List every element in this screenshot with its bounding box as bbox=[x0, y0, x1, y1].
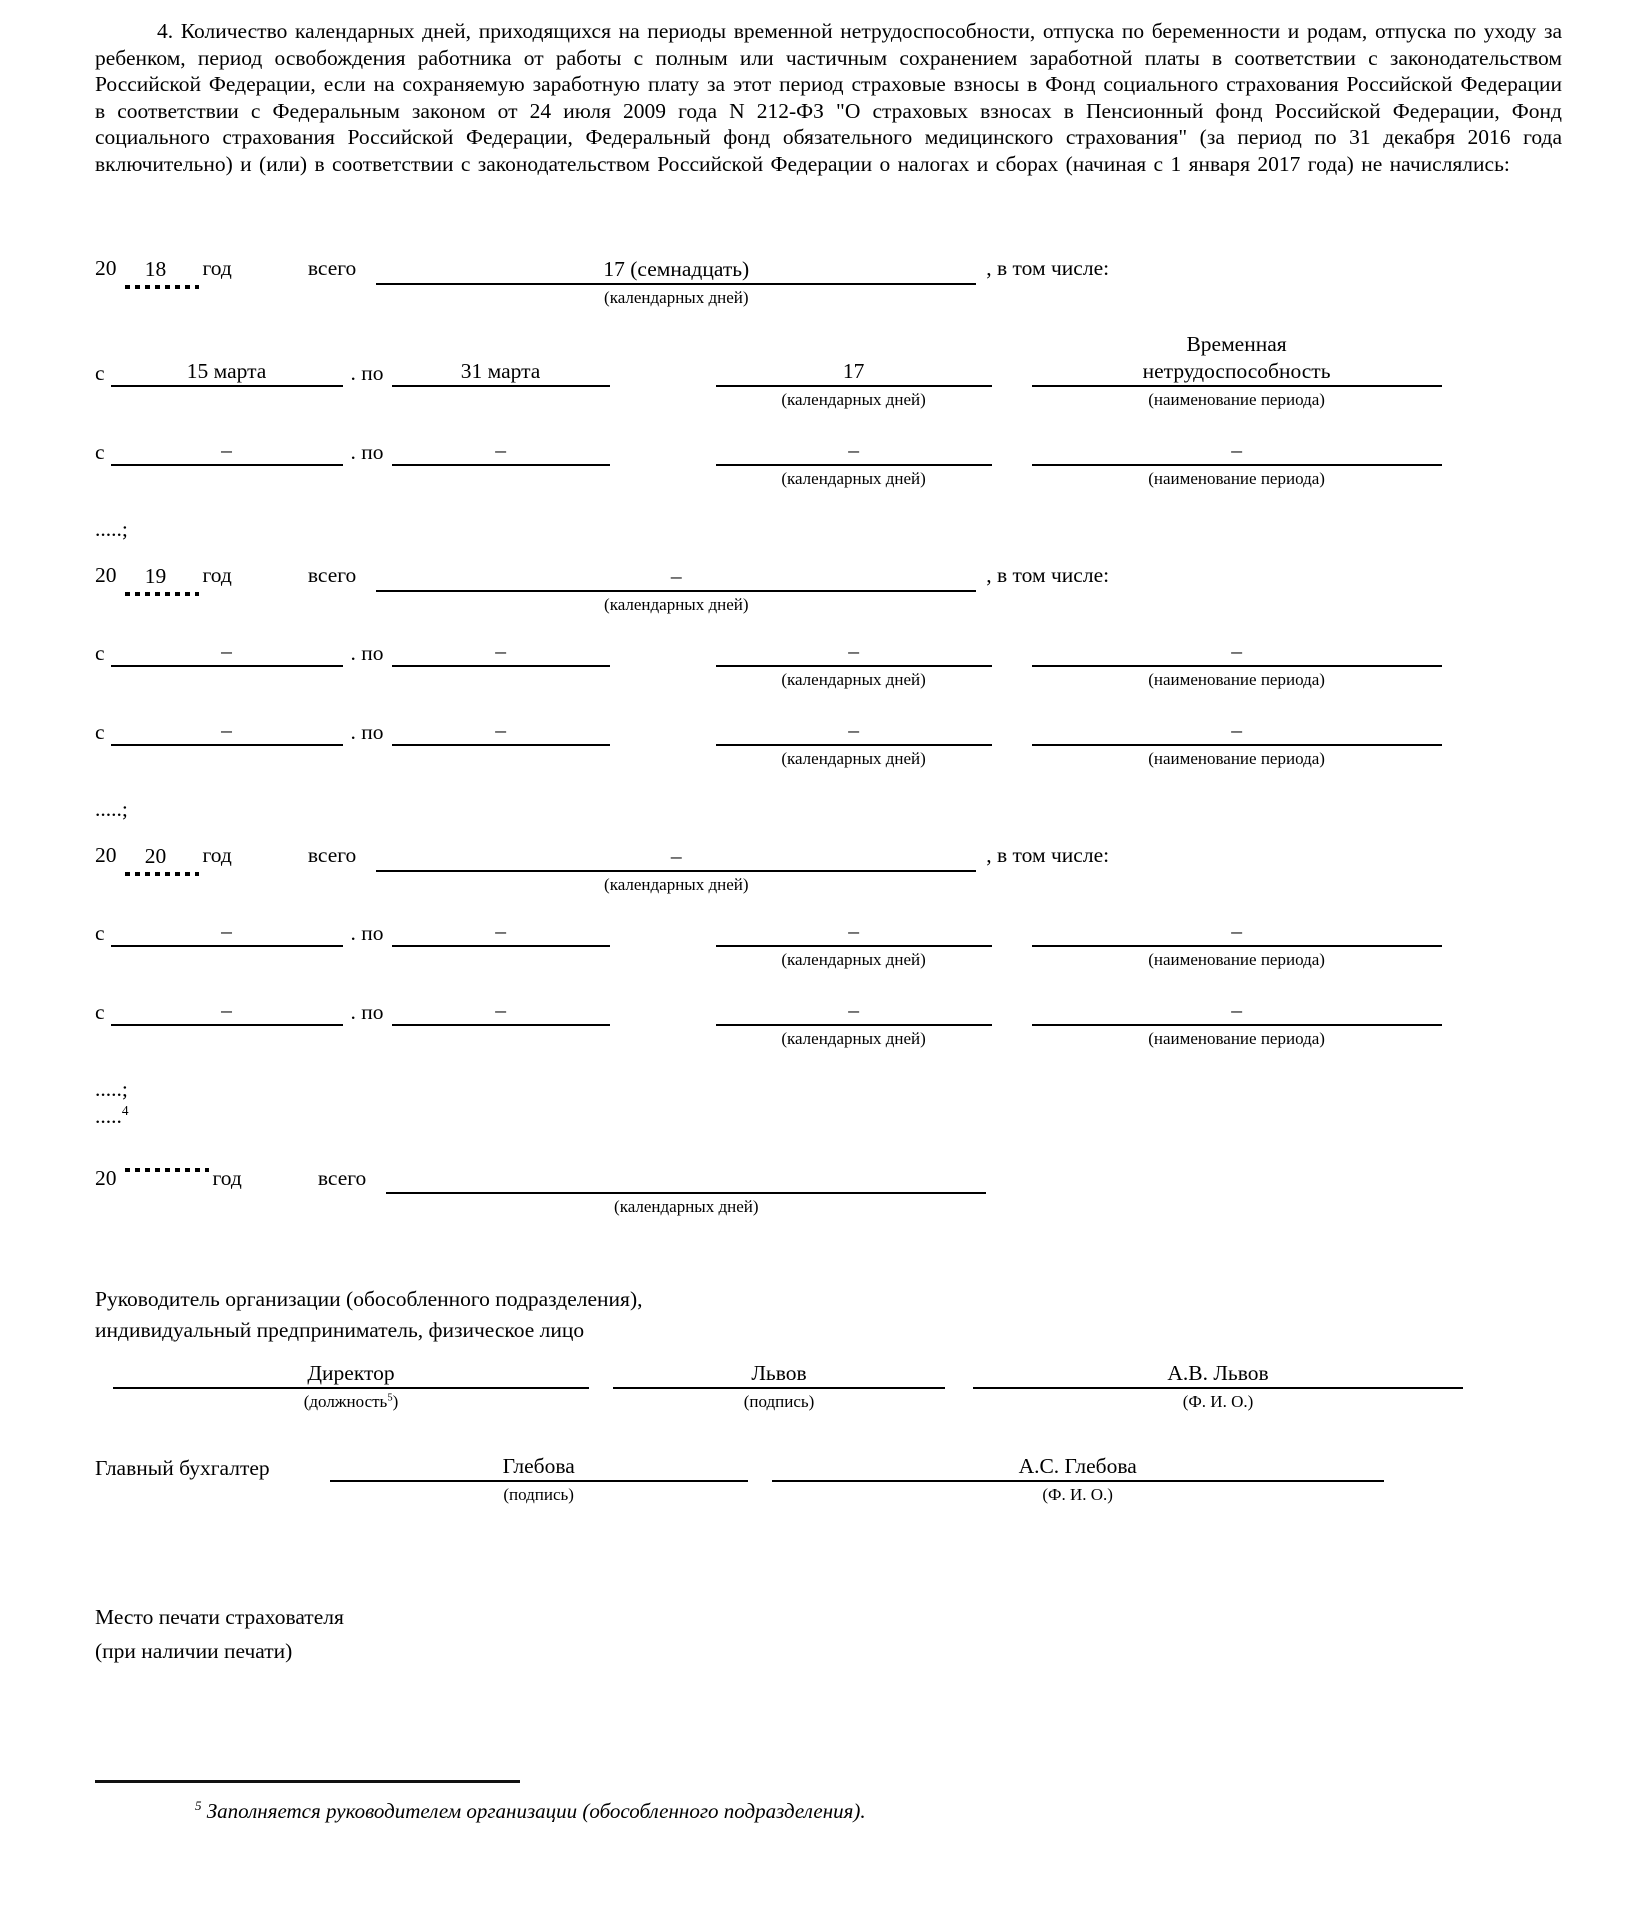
period-name-caption: (наименование периода) bbox=[1148, 748, 1325, 768]
accountant-signature-field[interactable] bbox=[330, 1453, 748, 1504]
period-name-field[interactable]: – (наименование периода) bbox=[1032, 918, 1442, 947]
from-label: с bbox=[95, 360, 105, 385]
year-row-2019 bbox=[95, 562, 1562, 614]
year-field[interactable]: 18 bbox=[131, 256, 181, 283]
fio-caption: (Ф. И. О.) bbox=[1182, 1391, 1254, 1411]
total-days-value: – bbox=[376, 563, 976, 592]
year-suffix: год bbox=[202, 562, 232, 587]
period-from-field[interactable]: 15 марта bbox=[111, 358, 343, 387]
including-label: , в том числе: bbox=[986, 562, 1110, 587]
total-days-field[interactable] bbox=[376, 256, 976, 307]
section-4-paragraph: 4. Количество календарных дней, приходящихся на периоды временной нетрудоспособности, отпуска по беременности и родам, отпуска по уходу за ребенком, период освобождения работника от работы с полным или частичным сохранением заработной платы в соответствии с законодательством Российской Федерации, если на сохраняемую заработную плату за этот период страховые взносы в Фонд социального страхования Российской Федерации в соответствии с Федеральным законом от 24 июля 2009 года N 212-ФЗ "О страховых взносах в Пенсионный фонд Российской Федерации, Фонд социального страхования Российской Федерации, Федеральный фонд обязательного медицинского страхования" (за период по 31 декабря 2016 года включительно) и (или) в соответствии с законодательством Российской Федерации о налогах и сборах (начиная с 1 января 2017 года) не начислялись: bbox=[95, 19, 1562, 176]
period-name-field[interactable]: – (наименование периода) bbox=[1032, 437, 1442, 466]
period-row bbox=[95, 437, 1562, 488]
total-label: всего bbox=[307, 842, 357, 867]
period-name-caption: (наименование периода) bbox=[1148, 1028, 1325, 1048]
total-days-value: 17 (семнадцать) bbox=[376, 256, 976, 285]
position-field[interactable] bbox=[113, 1360, 589, 1411]
accountant-signature-row bbox=[95, 1453, 1562, 1504]
including-label: , в том числе: bbox=[986, 842, 1110, 867]
stamp-line2: (при наличии печати) bbox=[95, 1638, 293, 1663]
signature-caption: (подпись) bbox=[503, 1484, 574, 1504]
footnote-divider bbox=[95, 1780, 520, 1783]
year-suffix: год bbox=[202, 255, 232, 280]
period-from-field[interactable]: – bbox=[111, 997, 343, 1026]
footnote-text: $^5$ Заполняется руководителем организации (обособленного подразделения). bbox=[195, 1797, 866, 1823]
director-fio-field[interactable] bbox=[973, 1360, 1463, 1411]
total-label: всего bbox=[307, 562, 357, 587]
year-suffix: год bbox=[202, 842, 232, 867]
total-days-field[interactable] bbox=[376, 563, 976, 614]
signatory-role-heading bbox=[95, 1284, 1562, 1346]
from-label: с bbox=[95, 439, 105, 464]
period-to-field[interactable]: – bbox=[392, 717, 610, 746]
to-label: . по bbox=[350, 640, 384, 665]
stamp-place bbox=[95, 1600, 1562, 1668]
to-label: . по bbox=[350, 920, 384, 945]
period-to-field[interactable]: – bbox=[392, 997, 610, 1026]
year-prefix: 20 bbox=[95, 1165, 117, 1190]
year-prefix: 20 bbox=[95, 842, 117, 867]
including-label: , в том числе: bbox=[986, 255, 1110, 280]
from-label: с bbox=[95, 640, 105, 665]
period-to-field[interactable]: – bbox=[392, 918, 610, 947]
year-row-2020 bbox=[95, 842, 1562, 894]
ellipsis-semicolon: .....; bbox=[95, 516, 128, 541]
period-days-field[interactable]: – (календарных дней) bbox=[716, 918, 992, 947]
period-row bbox=[95, 918, 1562, 969]
to-label: . по bbox=[350, 360, 384, 385]
footnote-5-marker: 5 bbox=[195, 1797, 202, 1813]
period-from-field[interactable]: – bbox=[111, 717, 343, 746]
period-row bbox=[95, 717, 1562, 768]
accountant-signature-value: Глебова bbox=[330, 1453, 748, 1482]
period-to-field[interactable]: 31 марта bbox=[392, 358, 610, 387]
period-days-field[interactable]: – (календарных дней) bbox=[716, 638, 992, 667]
calendar-days-caption: (календарных дней) bbox=[604, 287, 749, 307]
chief-accountant-label: Главный бухгалтер bbox=[95, 1455, 270, 1480]
ellipsis-semicolon: .....; bbox=[95, 1076, 128, 1101]
year-field[interactable]: 19 bbox=[131, 563, 181, 590]
period-from-field[interactable]: – bbox=[111, 437, 343, 466]
calendar-days-caption: (календарных дней) bbox=[781, 669, 926, 689]
year-row-blank bbox=[95, 1165, 1562, 1216]
ellipsis-semicolon: .....; bbox=[95, 796, 128, 821]
year-prefix: 20 bbox=[95, 255, 117, 280]
calendar-days-caption: (календарных дней) bbox=[781, 1028, 926, 1048]
period-to-field[interactable]: – bbox=[392, 437, 610, 466]
period-name-field[interactable]: Временная нетрудоспособность (наименование периода) bbox=[1032, 331, 1442, 387]
calendar-days-caption: (календарных дней) bbox=[781, 468, 926, 488]
total-days-field[interactable] bbox=[386, 1166, 986, 1216]
period-days-field[interactable]: 17 (календарных дней) bbox=[716, 358, 992, 387]
director-signature-row bbox=[95, 1360, 1562, 1411]
accountant-fio-value: А.С. Глебова bbox=[772, 1453, 1384, 1482]
footnote-4-marker: 4 bbox=[121, 1102, 129, 1118]
position-caption: (должность$^5$) bbox=[303, 1391, 399, 1411]
year-prefix: 20 bbox=[95, 562, 117, 587]
calendar-days-caption: (календарных дней) bbox=[781, 949, 926, 969]
period-to-field[interactable]: – bbox=[392, 638, 610, 667]
period-days-field[interactable]: – (календарных дней) bbox=[716, 437, 992, 466]
from-label: с bbox=[95, 920, 105, 945]
period-name-caption: (наименование периода) bbox=[1148, 389, 1325, 409]
period-name-field[interactable]: – (наименование периода) bbox=[1032, 717, 1442, 746]
ellipsis-footnote-ref: .....$^4$ bbox=[95, 1102, 129, 1128]
total-label: всего bbox=[317, 1165, 367, 1190]
calendar-days-caption: (календарных дней) bbox=[604, 594, 749, 614]
director-fio-value: А.В. Львов bbox=[973, 1360, 1463, 1389]
period-name-caption: (наименование периода) bbox=[1148, 468, 1325, 488]
total-days-value bbox=[386, 1166, 986, 1194]
period-name-caption: (наименование периода) bbox=[1148, 669, 1325, 689]
year-field[interactable]: 20 bbox=[131, 843, 181, 870]
period-days-field[interactable]: – (календарных дней) bbox=[716, 997, 992, 1026]
director-signature-field[interactable] bbox=[613, 1360, 945, 1411]
total-days-field[interactable] bbox=[376, 843, 976, 894]
accountant-fio-field[interactable] bbox=[772, 1453, 1384, 1504]
to-label: . по bbox=[350, 719, 384, 744]
to-label: . по bbox=[350, 439, 384, 464]
period-name-field[interactable]: – (наименование периода) bbox=[1032, 638, 1442, 667]
period-name-caption: (наименование периода) bbox=[1148, 949, 1325, 969]
period-row bbox=[95, 331, 1562, 409]
calendar-days-caption: (календарных дней) bbox=[781, 748, 926, 768]
from-label: с bbox=[95, 999, 105, 1024]
calendar-days-caption: (календарных дней) bbox=[781, 389, 926, 409]
year-suffix: год bbox=[212, 1165, 242, 1190]
period-name-field[interactable]: – (наименование периода) bbox=[1032, 997, 1442, 1026]
total-days-value: – bbox=[376, 843, 976, 872]
period-days-field[interactable]: – (календарных дней) bbox=[716, 717, 992, 746]
period-row bbox=[95, 638, 1562, 689]
to-label: . по bbox=[350, 999, 384, 1024]
signature-caption: (подпись) bbox=[743, 1391, 815, 1411]
fio-caption: (Ф. И. О.) bbox=[1042, 1484, 1113, 1504]
signatory-role-line1: Руководитель организации (обособленного подразделения), bbox=[95, 1286, 643, 1311]
period-row bbox=[95, 997, 1562, 1048]
position-value: Директор bbox=[113, 1360, 589, 1389]
period-from-field[interactable]: – bbox=[111, 918, 343, 947]
total-label: всего bbox=[307, 255, 357, 280]
calendar-days-caption: (календарных дней) bbox=[604, 874, 749, 894]
year-row-2018 bbox=[95, 255, 1562, 307]
period-from-field[interactable]: – bbox=[111, 638, 343, 667]
director-signature-value: Львов bbox=[613, 1360, 945, 1389]
from-label: с bbox=[95, 719, 105, 744]
stamp-line1: Место печати страхователя bbox=[95, 1604, 344, 1629]
calendar-days-caption: (календарных дней) bbox=[614, 1196, 759, 1216]
signatory-role-line2: индивидуальный предприниматель, физическое лицо bbox=[95, 1317, 585, 1342]
